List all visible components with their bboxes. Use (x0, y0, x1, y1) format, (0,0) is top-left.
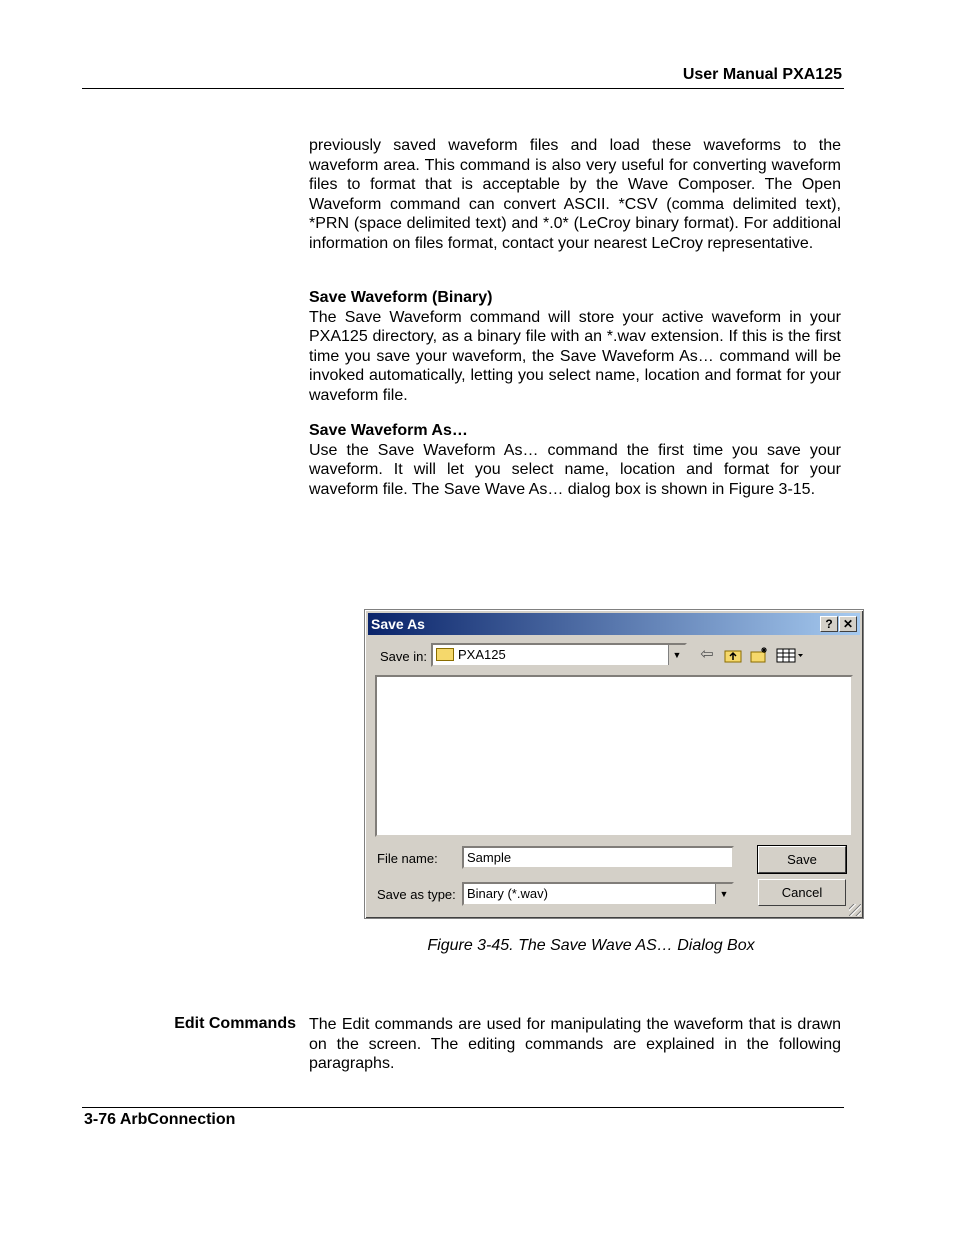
folder-icon (436, 648, 454, 661)
footer-title: 3-76 ArbConnection (84, 1111, 236, 1128)
chevron-down-icon[interactable]: ▼ (668, 645, 685, 665)
save-as-dialog (364, 609, 864, 919)
file-name-value: Sample (467, 850, 512, 865)
header-title: User Manual PXA125 (682, 66, 842, 83)
save-as-heading: Save Waveform As… (309, 422, 468, 439)
cancel-button[interactable]: Cancel (758, 879, 846, 906)
file-name-input[interactable] (462, 846, 734, 869)
edit-commands-block (309, 1015, 841, 1074)
file-list-area[interactable] (375, 675, 853, 837)
resize-grip-icon[interactable] (849, 904, 861, 916)
help-button[interactable] (820, 616, 838, 632)
save-binary-paragraph: The Save Waveform command will store your active waveform in your PXA125 directory, as a binary file with an *.wav extension. If this is the first time you save your waveform, the Save Waveform As… command will be invoked automatically, letting you select name, location and format for your waveform file. (309, 308, 841, 404)
page-footer (82, 1107, 844, 1128)
figure-caption-text: Figure 3-45. The Save Wave AS… Dialog Box (427, 937, 755, 954)
save-in-dropdown[interactable] (431, 643, 687, 667)
save-in-value-wrap (436, 647, 506, 662)
save-as-type-value: Binary (*.wav) (467, 886, 548, 901)
chevron-down-icon[interactable]: ▼ (715, 884, 732, 904)
save-as-type-label: Save as type: (377, 887, 456, 902)
save-in-value: PXA125 (458, 647, 506, 662)
save-in-label: Save in: (380, 649, 427, 664)
close-icon: ✕ (842, 617, 854, 631)
save-binary-heading: Save Waveform (Binary) (309, 289, 493, 306)
help-icon: ? (825, 617, 833, 631)
intro-paragraph-block (309, 136, 841, 254)
page-header (82, 64, 844, 89)
close-button[interactable] (839, 616, 857, 632)
back-arrow-icon[interactable]: ⇦ (700, 646, 714, 663)
dialog-titlebar (368, 613, 860, 635)
save-as-section (309, 421, 841, 499)
save-as-paragraph: Use the Save Waveform As… command the first time you save your waveform. It will let you select name, location and format for your waveform file. The Save Wave As… dialog box is shown in Figure 3-15. (309, 441, 841, 498)
figure-caption (309, 937, 841, 955)
new-folder-icon[interactable] (749, 645, 769, 665)
up-folder-icon[interactable] (723, 645, 743, 665)
save-button[interactable]: Save (758, 846, 846, 873)
file-name-label: File name: (377, 851, 438, 866)
edit-commands-paragraph: The Edit commands are used for manipulating the waveform that is drawn on the screen. The editing commands are explained in the following paragraphs. (309, 1016, 841, 1073)
intro-paragraph: previously saved waveform files and load these waveforms to the waveform area. This command is also very useful for converting waveform files to format that is acceptable by the Wave Composer. The Open Waveform command can convert ASCII. *CSV (comma delimited text), *PRN (space delimited text) and *.0* (LeCroy binary format). For additional information on files format, contact your nearest LeCroy representative. (309, 137, 841, 252)
edit-commands-heading: Edit Commands (174, 1015, 296, 1032)
view-menu-icon[interactable] (775, 645, 805, 665)
save-binary-section (309, 288, 841, 406)
save-as-type-dropdown[interactable] (462, 882, 734, 906)
dialog-title: Save As (371, 616, 425, 632)
